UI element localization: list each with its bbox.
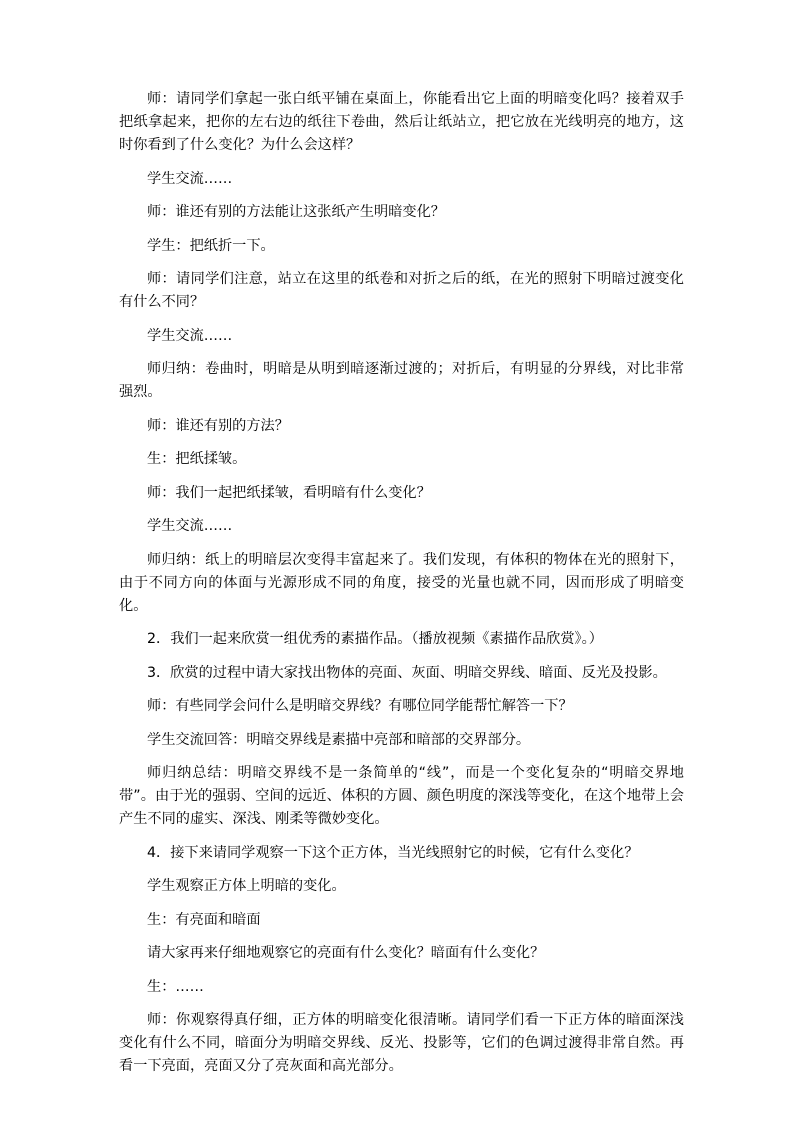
paragraph: 3．欣赏的过程中请大家找出物体的亮面、灰面、明暗交界线、暗面、反光及投影。 [147,664,667,681]
paragraph: 师：有些同学会问什么是明暗交界线？有哪位同学能帮忙解答一下？ [147,698,573,714]
paragraph: 请大家再来仔细地观察它的亮面有什么变化？暗面有什么变化？ [147,945,545,961]
paragraph: 学生交流…… [147,170,233,187]
paragraph: 师归纳：纸上的明暗层次变得丰富起来了。我们发现，有体积的物体在光的照射下，由于不同方向的体面与光源形成不同的角度，接受的光量也就不同，因而形成了明暗变化。 [119,551,684,614]
paragraph: 2．我们一起来欣赏一组优秀的素描作品。（播放视频《素描作品欣赏》。） [147,631,603,647]
paragraph: 学生交流…… [147,327,233,344]
paragraph: 学生：把纸折一下。 [147,237,275,254]
paragraph: 4．接下来请同学观察一下这个正方体，当光线照射它的时候，它有什么变化？ [147,844,639,861]
paragraph: 师归纳：卷曲时，明暗是从明到暗逐渐过渡的；对折后，有明显的分界线，对比非常强烈。 [119,361,684,400]
document-page [119,88,684,1089]
paragraph: 师归纳总结：明暗交界线不是一条简单的“线”，而是一个变化复杂的“明暗交界地带”。由于光的强弱、空间的远近、体积的方圆、颜色明度的深浅等变化，在这个地带上会产生不同的虚实、深浅、刚柔等微妙变化。 [119,765,684,827]
paragraph: 师：请同学们注意，站立在这里的纸卷和对折之后的纸，在光的照射下明暗过渡变化有什么不同？ [119,271,684,310]
paragraph: 师：谁还有别的方法？ [147,417,289,434]
paragraph: 生：…… [147,978,204,995]
paragraph: 学生交流…… [147,518,233,534]
paragraph: 生：有亮面和暗面 [147,911,261,928]
paragraph: 师：请同学们拿起一张白纸平铺在桌面上，你能看出它上面的明暗变化吗？接着双手把纸拿起来，把你的左右边的纸往下卷曲，然后让纸站立，把它放在光线明亮的地方，这时你看到了什么变化？为什么会这样？ [119,91,684,153]
paragraph: 学生交流回答：明暗交界线是素描中亮部和暗部的交界部分。 [147,731,531,748]
paragraph: 师：我们一起把纸揉皱，看明暗有什么变化？ [147,484,431,501]
paragraph: 师：你观察得真仔细，正方体的明暗变化很清晰。请同学们看一下正方体的暗面深浅变化有什么不同，暗面分为明暗交界线、反光、投影等，它们的色调过渡得非常自然。再看一下亮面，亮面又分了亮灰面和高光部分。 [119,1012,684,1074]
paragraph: 师：谁还有别的方法能让这张纸产生明暗变化？ [147,204,445,220]
paragraph: 生：把纸揉皱。 [147,451,247,467]
paragraph: 学生观察正方体上明暗的变化。 [147,878,346,894]
